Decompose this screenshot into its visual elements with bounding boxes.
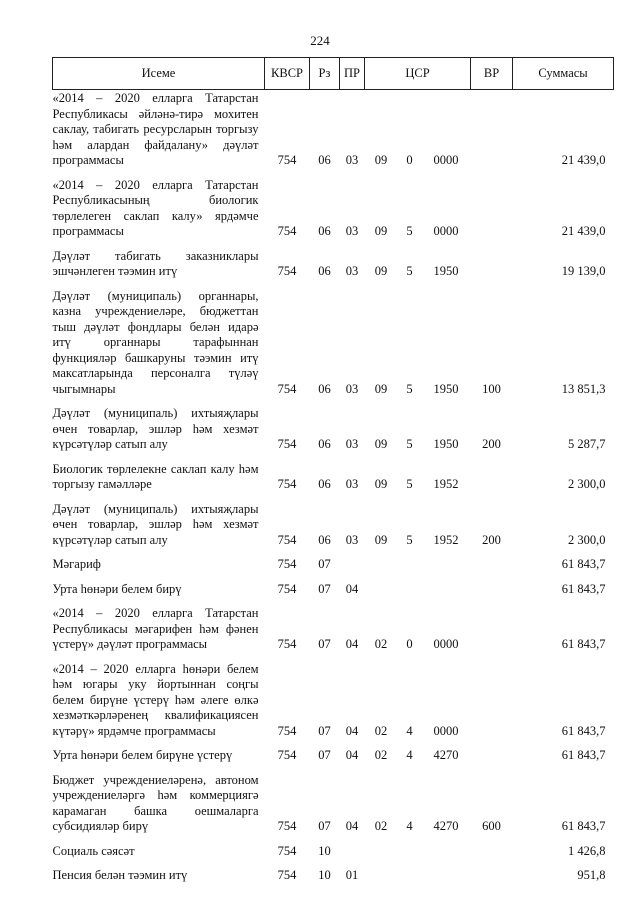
row-sum: 61 843,7 xyxy=(561,637,606,651)
row-name: Социаль сәясәт xyxy=(52,843,135,858)
row-rz: 07 xyxy=(318,723,331,738)
header-rz: Рз xyxy=(310,58,340,90)
row-kvsr: 754 xyxy=(277,532,297,547)
table-row xyxy=(53,458,614,498)
row-rz: 06 xyxy=(318,532,331,547)
table-row xyxy=(53,174,614,245)
row-csr-subprogram: 5 xyxy=(406,264,413,278)
row-name: Дәүләт (муниципаль) ихтыяҗлары өчен товарлар, эшләр һәм хезмәт күрсәтүләр сатып алу xyxy=(52,406,259,451)
row-name: Дәүләт табигать заказниклары эшчәнлеген тәэмин итү xyxy=(52,248,259,278)
row-name: Биологик төрлелекне саклап калу һәм торгызу гамәлләре xyxy=(52,461,259,491)
row-csr-subprogram xyxy=(398,578,422,603)
row-csr-direction: 1952 xyxy=(433,532,459,547)
table-row xyxy=(53,840,614,865)
table-header xyxy=(53,58,614,90)
table-row xyxy=(53,658,614,745)
row-kvsr: 754 xyxy=(277,437,297,451)
header-pr: ПР xyxy=(340,58,365,90)
table-row xyxy=(53,602,614,658)
row-sum: 61 843,7 xyxy=(561,723,606,738)
table-row xyxy=(53,553,614,578)
row-rz: 06 xyxy=(318,224,331,238)
row-csr-program xyxy=(365,864,398,889)
row-sum: 2 300,0 xyxy=(568,477,606,491)
table-row xyxy=(53,402,614,458)
row-name: Пенсия белән тәэмин итү xyxy=(52,868,188,882)
row-name: Дәүләт (муниципаль) ихтыяҗлары өчен товарлар, эшләр һәм хезмәт күрсәтүләр сатып алу xyxy=(52,501,259,547)
table-row xyxy=(53,769,614,840)
row-csr-direction: 1950 xyxy=(433,264,459,278)
row-kvsr: 754 xyxy=(277,581,297,596)
row-vr: 600 xyxy=(482,819,501,833)
row-csr-program: 09 xyxy=(374,153,388,167)
row-rz: 10 xyxy=(318,868,331,882)
row-name: Урта һөнәри белем бирү xyxy=(52,581,182,596)
row-kvsr: 754 xyxy=(277,264,297,278)
row-csr-direction: 1952 xyxy=(433,477,459,491)
row-csr-direction xyxy=(422,864,471,889)
row-csr-direction: 4270 xyxy=(433,819,459,833)
row-vr xyxy=(471,458,513,498)
table-row xyxy=(53,90,614,174)
table-row xyxy=(53,245,614,285)
budget-table xyxy=(52,57,614,889)
row-csr-program: 02 xyxy=(374,637,388,651)
row-csr-direction xyxy=(422,840,471,865)
row-vr xyxy=(471,658,513,745)
row-name: Урта һөнәри белем бирүне үстерү xyxy=(52,748,233,762)
header-name: Исеме xyxy=(53,58,265,90)
row-name: Дәүләт (муниципаль) органнары, казна учреждениеләре, бюджеттан тыш дәүләт фондлары белән идарә итү органнары тарафыннан функцияләр башкаруны тәэмин итү максатларында персоналга түләү чыгымнары xyxy=(52,288,259,396)
row-sum: 21 439,0 xyxy=(561,224,606,238)
row-csr-subprogram: 5 xyxy=(406,532,413,547)
row-vr xyxy=(471,245,513,285)
row-csr-subprogram: 0 xyxy=(406,153,413,167)
row-csr-subprogram: 4 xyxy=(406,723,413,738)
row-rz: 06 xyxy=(318,381,331,396)
row-pr: 04 xyxy=(345,723,359,738)
row-csr-program: 09 xyxy=(374,224,388,238)
row-rz: 07 xyxy=(318,748,331,762)
row-rz: 07 xyxy=(318,581,331,596)
row-sum: 1 426,8 xyxy=(568,843,606,858)
row-csr-direction: 4270 xyxy=(433,748,459,762)
page-number: 224 xyxy=(310,33,330,48)
header-sum: Суммасы xyxy=(513,58,614,90)
row-name: «2014 – 2020 елларга Татарстан Республикасы мәгарифен һәм фәнен үстерү» дәүләт программасы xyxy=(52,606,259,651)
row-csr-direction: 1950 xyxy=(433,381,459,396)
row-csr-program: 09 xyxy=(374,437,388,451)
row-kvsr: 754 xyxy=(277,637,297,651)
row-kvsr: 754 xyxy=(277,819,297,833)
row-rz: 06 xyxy=(318,437,331,451)
row-pr: 01 xyxy=(345,868,359,882)
row-csr-program: 02 xyxy=(374,819,388,833)
row-vr xyxy=(471,864,513,889)
table-body xyxy=(53,90,614,889)
row-rz: 07 xyxy=(318,819,331,833)
row-vr: 100 xyxy=(482,381,501,396)
row-csr-program xyxy=(365,553,398,578)
row-kvsr: 754 xyxy=(277,224,297,238)
row-kvsr: 754 xyxy=(277,843,297,858)
row-csr-direction xyxy=(422,553,471,578)
row-pr: 03 xyxy=(345,153,359,167)
row-sum: 5 287,7 xyxy=(568,437,606,451)
row-csr-subprogram xyxy=(398,553,422,578)
row-sum: 61 843,7 xyxy=(561,557,606,571)
row-name: Бюджет учреждениеләренә, автоном учреждениеләргә һәм коммерциягә карамаган башка оешмаларга субсидияләр бирү xyxy=(52,772,259,833)
row-csr-subprogram: 5 xyxy=(406,381,413,396)
row-vr xyxy=(471,174,513,245)
row-sum: 61 843,7 xyxy=(561,748,606,762)
row-pr: 04 xyxy=(345,748,359,762)
row-rz: 06 xyxy=(318,264,331,278)
table-row xyxy=(53,285,614,403)
row-vr xyxy=(471,578,513,603)
row-pr: 03 xyxy=(345,532,359,547)
row-csr-program: 09 xyxy=(374,264,388,278)
row-vr xyxy=(471,840,513,865)
row-kvsr: 754 xyxy=(277,723,297,738)
row-csr-subprogram: 0 xyxy=(406,637,413,651)
row-kvsr: 754 xyxy=(277,477,297,491)
row-kvsr: 754 xyxy=(277,381,297,396)
row-sum: 61 843,7 xyxy=(561,819,606,833)
row-vr xyxy=(471,553,513,578)
row-csr-subprogram: 5 xyxy=(406,224,413,238)
row-pr: 03 xyxy=(345,477,359,491)
row-sum: 2 300,0 xyxy=(568,532,606,547)
row-kvsr: 754 xyxy=(277,153,297,167)
row-pr: 03 xyxy=(345,381,359,396)
row-csr-direction: 1950 xyxy=(433,437,459,451)
row-sum: 61 843,7 xyxy=(561,581,606,596)
row-pr: 03 xyxy=(345,264,359,278)
row-rz: 06 xyxy=(318,477,331,491)
row-sum: 951,8 xyxy=(577,868,606,882)
row-rz: 10 xyxy=(318,843,331,858)
row-name: «2014 – 2020 елларга һөнәри белем һәм югары уку йортыннан соңгы белем бирүне үстерү һәм әлеге өлкә хезмәткәрләренең квалификациясен күтәрү» ярдәмче программасы xyxy=(52,661,259,738)
row-pr xyxy=(340,553,365,578)
row-rz: 07 xyxy=(318,557,331,571)
header-csr: ЦСР xyxy=(365,58,471,90)
row-pr: 04 xyxy=(345,581,359,596)
row-csr-program xyxy=(365,840,398,865)
row-vr xyxy=(471,744,513,769)
row-csr-program xyxy=(365,578,398,603)
row-kvsr: 754 xyxy=(277,868,297,882)
row-csr-subprogram: 5 xyxy=(406,477,413,491)
row-rz: 06 xyxy=(318,153,331,167)
row-vr xyxy=(471,90,513,174)
row-csr-program: 09 xyxy=(374,532,388,547)
row-csr-subprogram: 5 xyxy=(406,437,413,451)
row-kvsr: 754 xyxy=(277,557,297,571)
row-csr-direction: 0000 xyxy=(433,224,459,238)
row-csr-subprogram: 4 xyxy=(406,748,413,762)
row-sum: 21 439,0 xyxy=(561,153,606,167)
row-rz: 07 xyxy=(318,637,331,651)
row-vr xyxy=(471,602,513,658)
table-row xyxy=(53,744,614,769)
row-name: Мәгариф xyxy=(52,557,101,571)
row-csr-subprogram: 4 xyxy=(406,819,413,833)
row-pr: 04 xyxy=(345,637,359,651)
row-csr-direction: 0000 xyxy=(433,153,459,167)
table-row xyxy=(53,498,614,554)
row-pr xyxy=(340,840,365,865)
row-csr-program: 02 xyxy=(374,748,388,762)
row-sum: 19 139,0 xyxy=(561,264,606,278)
row-csr-program: 09 xyxy=(374,381,388,396)
row-csr-direction xyxy=(422,578,471,603)
header-kvsr: КВСР xyxy=(265,58,310,90)
row-name: «2014 – 2020 елларга Татарстан Республикасының биологик төрлелеген саклап калу» ярдәмче программасы xyxy=(52,177,259,238)
row-csr-program: 09 xyxy=(374,477,388,491)
table-row xyxy=(53,864,614,889)
row-csr-subprogram xyxy=(398,864,422,889)
header-vr: ВР xyxy=(471,58,513,90)
row-csr-program: 02 xyxy=(374,723,388,738)
row-pr: 03 xyxy=(345,224,359,238)
row-pr: 04 xyxy=(345,819,359,833)
row-vr: 200 xyxy=(482,437,501,451)
row-csr-direction: 0000 xyxy=(433,723,459,738)
row-name: «2014 – 2020 елларга Татарстан Республикасы әйләнә-тирә мохитен саклау, табигать ресурсларын торгызу һәм алардан файдалану» дәүләт программасы xyxy=(52,91,259,167)
row-csr-direction: 0000 xyxy=(433,637,459,651)
row-csr-subprogram xyxy=(398,840,422,865)
table-row xyxy=(53,578,614,603)
row-vr: 200 xyxy=(482,532,501,547)
row-sum: 13 851,3 xyxy=(561,381,606,396)
row-pr: 03 xyxy=(345,437,359,451)
row-kvsr: 754 xyxy=(277,748,297,762)
